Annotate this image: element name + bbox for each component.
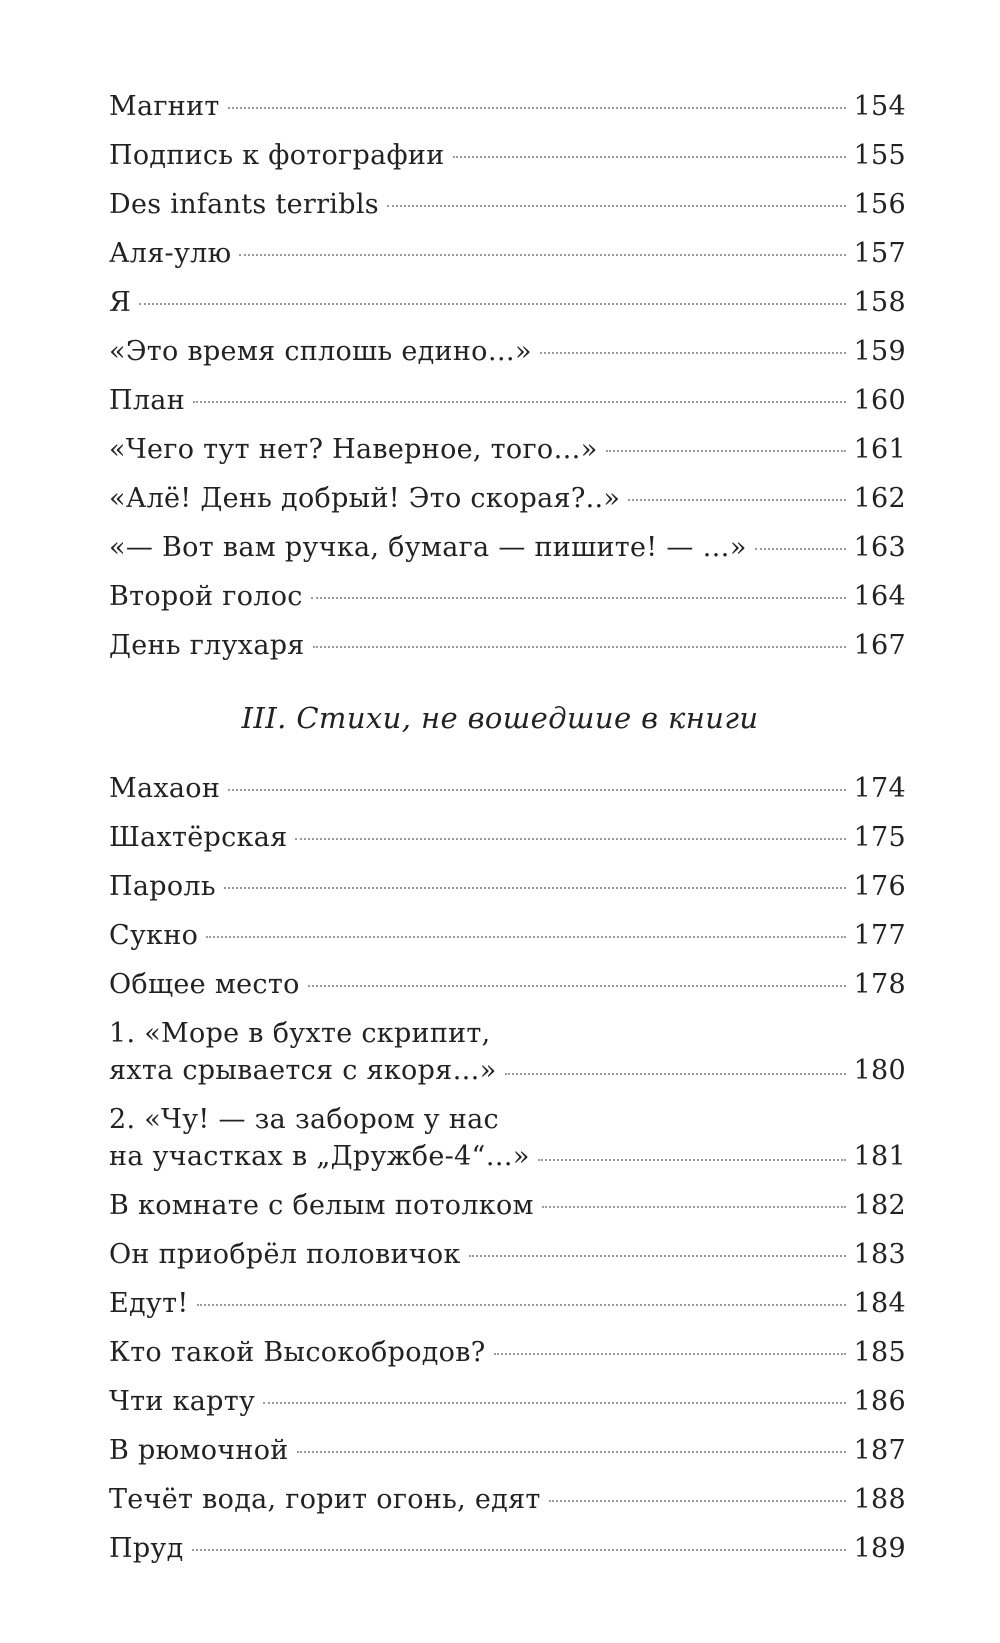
toc-entry [109,1426,906,1475]
toc-entry [109,1181,906,1230]
toc-entry-title: Сукно [109,920,199,951]
dot-leader [193,401,846,403]
toc-entry-multiline [109,1095,906,1181]
toc-entry [109,82,906,131]
dot-leader [313,646,846,648]
toc-entry-page: 158 [853,287,906,318]
dot-leader [308,985,846,987]
dot-leader [206,936,845,938]
toc-entry-page: 177 [853,920,906,951]
toc-entry-page: 184 [853,1288,906,1319]
toc-entry-page: 183 [853,1239,906,1270]
dot-leader [453,156,846,158]
toc-entry-page: 156 [853,189,906,220]
toc-entry-title: Чти карту [109,1386,256,1417]
dot-leader [311,597,846,599]
toc-entry [109,180,906,229]
toc-entry [109,376,906,425]
dot-leader [755,548,846,550]
toc-entry-page: 155 [853,140,906,171]
dot-leader [505,1073,846,1075]
toc-entry-page: 167 [853,630,906,661]
toc-entry-page: 181 [853,1141,906,1172]
toc-entry-title: «Это время сплошь едино…» [109,336,532,367]
toc-entry [109,911,906,960]
toc-entry [109,327,906,376]
dot-leader [224,887,846,889]
toc-entry-title: «— Вот вам ручка, бумага — пишите! — …» [109,532,747,563]
dot-leader [239,254,845,256]
dot-leader [494,1353,846,1355]
toc-entry [109,278,906,327]
toc-entry-title-line: 1. «Море в бухте скрипит, [109,1018,491,1049]
toc-entry-title: Я [109,287,132,318]
toc-entry-title-line: 2. «Чу! — за забором у нас [109,1104,499,1135]
toc-entry-page: 164 [853,581,906,612]
toc-entry-title: «Чего тут нет? Наверное, того…» [109,434,598,465]
toc-entry-title-line: яхта срывается с якоря…» [109,1055,497,1086]
toc-entry-page: 176 [853,871,906,902]
toc-entry-title: Общее место [109,969,300,1000]
toc-entry-page: 185 [853,1337,906,1368]
dot-leader [628,499,845,501]
toc-entry [109,1230,906,1279]
toc-entry-title: Шахтёрская [109,822,288,853]
dot-leader [192,1549,846,1551]
toc-entry-page: 163 [853,532,906,563]
toc-entry-title-line: на участках в „Дружбе-4“…» [109,1141,530,1172]
toc-entry [109,813,906,862]
toc-entry-page: 175 [853,822,906,853]
dot-leader [538,1159,846,1161]
toc-entry [109,1377,906,1426]
toc-entry-page: 186 [853,1386,906,1417]
toc-entry [109,474,906,523]
dot-leader [606,450,846,452]
toc-entry-title: Des infants terribls [109,189,379,220]
toc-entry-title: Второй голос [109,581,303,612]
dot-leader [297,1451,846,1453]
dot-leader [469,1255,846,1257]
dot-leader [228,107,846,109]
dot-leader [549,1500,846,1502]
toc-entry-title: Аля-улю [109,238,232,269]
toc-list-section-three [109,764,906,1573]
dot-leader [139,303,845,305]
toc-entry [109,960,906,1009]
toc-entry-title: День глухаря [109,630,305,661]
dot-leader [197,1304,846,1306]
toc-entry-title: Течёт вода, горит огонь, едят [109,1484,541,1515]
toc-entry-page: 189 [853,1533,906,1564]
toc-entry-multiline [109,1009,906,1095]
toc-entry [109,764,906,813]
toc-entry-title: В комнате с белым потолком [109,1190,534,1221]
toc-entry [109,523,906,572]
toc-entry [109,131,906,180]
toc-entry-title: Махаон [109,773,221,804]
toc-entry-page: 178 [853,969,906,1000]
toc-entry [109,1279,906,1328]
toc-entry-page: 160 [853,385,906,416]
toc-entry [109,425,906,474]
toc-entry-title: «Алё! День добрый! Это скорая?..» [109,483,621,514]
toc-entry-page: 187 [853,1435,906,1466]
toc-entry-page: 154 [853,91,906,122]
toc-entry [109,862,906,911]
dot-leader [295,838,845,840]
dot-leader [540,352,846,354]
dot-leader [228,789,845,791]
toc-entry-title: Пароль [109,871,216,902]
toc-entry-page: 180 [853,1055,906,1086]
toc-entry-title: Едут! [109,1288,189,1319]
toc-entry [109,1475,906,1524]
dot-leader [263,1402,845,1404]
toc-entry-title: Кто такой Высокобродов? [109,1337,486,1368]
toc-entry-page: 161 [853,434,906,465]
toc-entry [109,1524,906,1573]
dot-leader [542,1206,846,1208]
dot-leader [387,205,846,207]
toc-entry [109,229,906,278]
toc-entry-page: 162 [853,483,906,514]
toc-entry [109,621,906,670]
toc-entry-page: 159 [853,336,906,367]
toc-entry-page: 157 [853,238,906,269]
toc-entry-title: Пруд [109,1533,184,1564]
toc-entry-page: 182 [853,1190,906,1221]
toc-entry-title: Магнит [109,91,220,122]
section-heading: III. Стихи, не вошедшие в книги [241,701,759,735]
toc-entry [109,572,906,621]
toc-entry-page: 188 [853,1484,906,1515]
toc-list-previous-section [109,82,906,670]
toc-entry [109,1328,906,1377]
toc-entry-title [109,1101,530,1175]
toc-entry-title: Подпись к фотографии [109,140,445,171]
toc-entry-page: 174 [853,773,906,804]
toc-entry-title [109,1015,497,1089]
toc-entry-title: В рюмочной [109,1435,289,1466]
toc-entry-title: План [109,385,185,416]
toc-entry-title: Он приобрёл половичок [109,1239,461,1270]
